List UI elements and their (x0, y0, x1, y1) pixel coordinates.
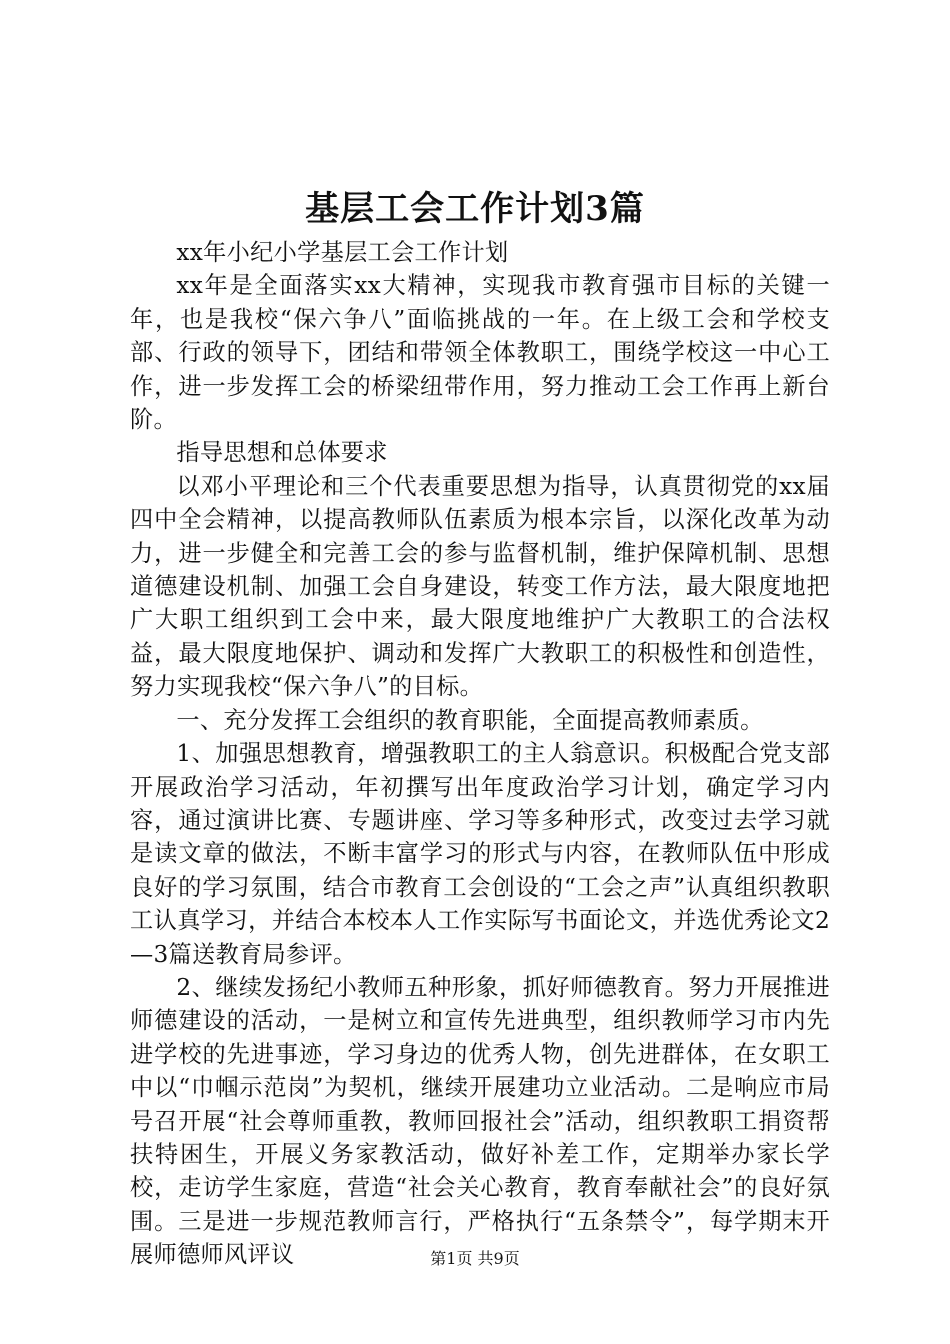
item-paragraph-2: 2、继续发扬纪小教师五种形象，抓好师德教育。努力开展推进师德建设的活动，一是树立和宣传先进典型，组织教师学习市内先进学校的先进事迹，学习身边的优秀人物，创先进群体，在女职工中以“巾帼示范岗”为契机，继续开展建功立业活动。二是响应市局号召开展“社会尊师重教，教师回报社会”活动，组织教职工捐资帮扶特困生，开展义务家教活动，做好补差工作，定期举办家长学校，走访学生家庭，营造“社会关心教育，教育奉献社会”的良好氛围。三是进一步规范教师言行，严格执行“五条禁令”，每学期末开展师德师风评议 (130, 973, 830, 1269)
document-title: 基层工会工作计划3篇 (305, 189, 645, 229)
section-heading: 指导思想和总体要求 (176, 439, 388, 467)
section-heading-1: 一、充分发挥工会组织的教育职能，全面提高教师素质。 (176, 706, 764, 734)
subtitle-paragraph: xx年小纪小学基层工会工作计划 (176, 239, 509, 266)
document-body (130, 236, 830, 1272)
intro-paragraph: xx年是全面落实xx大精神，实现我市教育强市目标的关键一年，也是我校“保六争八”面临挑战的一年。在上级工会和学校支部、行政的领导下，团结和带领全体教职工，围绕学校这一中心工作，进一步发挥工会的桥梁纽带作用，努力推动工会工作再上新台阶。 (130, 272, 830, 434)
guiding-paragraph: 以邓小平理论和三个代表重要思想为指导，认真贯彻党的xx届四中全会精神，以提高教师队伍素质为根本宗旨，以深化改革为动力，进一步健全和完善工会的参与监督机制，维护保障机制、思想道德建设机制、加强工会自身建设，转变工作方法，最大限度地把广大职工组织到工会中来，最大限度地维护广大教职工的合法权益，最大限度地保护、调动和发挥广大教职工的积极性和创造性，努力实现我校“保六争八”的目标。 (130, 472, 830, 701)
page-number: 第1页 共9页 (430, 1249, 520, 1268)
item-paragraph-1: 1、加强思想教育，增强教职工的主人翁意识。积极配合党支部开展政治学习活动，年初撰写出年度政治学习计划，确定学习内容，通过演讲比赛、专题讲座、学习等多种形式，改变过去学习就是读文章的做法，不断丰富学习的形式与内容，在教师队伍中形成良好的学习氛围，结合市教育工会创设的“工会之声”认真组织教职工认真学习，并结合本校本人工作实际写书面论文，并选优秀论文2—3篇送教育局参评。 (130, 740, 830, 968)
